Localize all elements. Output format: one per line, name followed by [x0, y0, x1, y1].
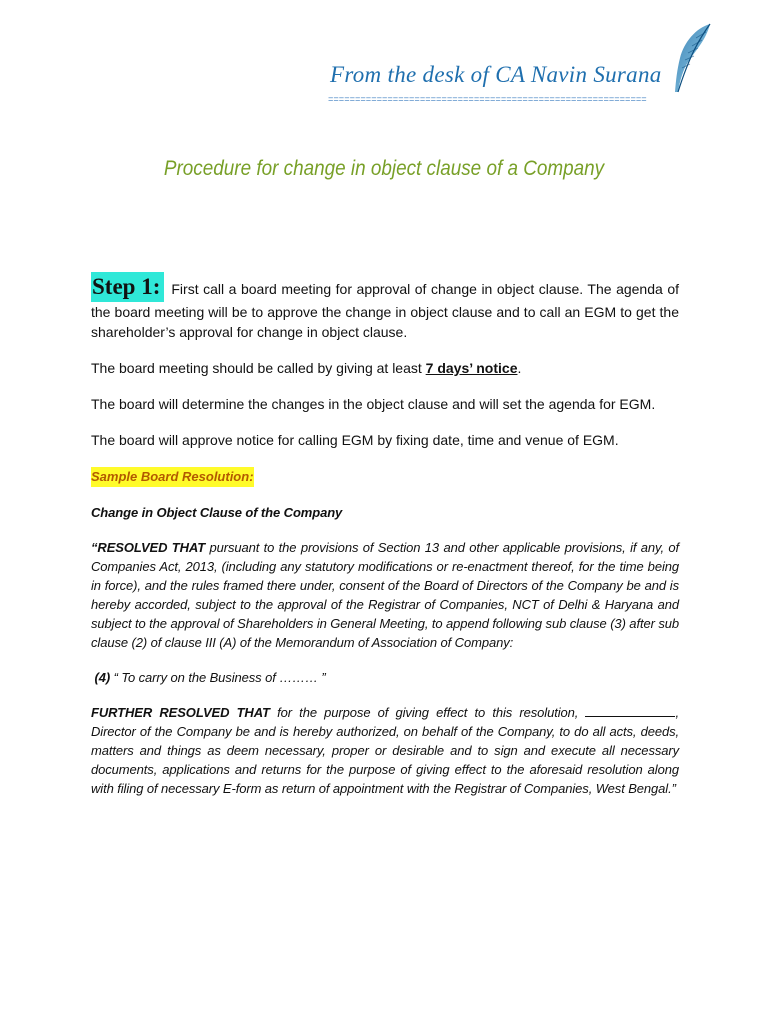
clause-paragraph	[91, 668, 679, 687]
resolution-heading: Change in Object Clause of the Company	[91, 505, 343, 520]
step1-intro-text: First call a board meeting for approval of change in object clause. The agenda of the board meeting will be to approve the change in object clause and to call an EGM to get the shareholder’s approval for change in object clause.	[91, 281, 679, 340]
page-title: Procedure for change in object clause of a Company	[163, 157, 605, 180]
further-text-2: , Director of the Company be and is hereby authorized, on behalf of the Company, to do all acts, deeds, matters and things as deem necessary, proper or desirable and to sign and execute all necessary documents, applications and returns for the purpose of giving effect to the aforesaid resolution along with filing of necessary E-form as return of appointment with the Registrar of Companies, West Bengal.”	[91, 705, 679, 796]
further-text-1: for the purpose of giving effect to this resolution,	[269, 705, 586, 720]
notice-period-end: .	[517, 360, 522, 376]
resolved-text: pursuant to the provisions of Section 13 and other applicable provisions, if any, of Companies Act, 2013, (including any statutory modifications or re-enactment thereof, for the time being in force), and the rules framed there under, consent of the Board of Directors of the Company be and is hereby accorded, subject to the approval of the Registrar of Companies, NCT of Delhi & Haryana and subject to the approval of Shareholders in General Meeting, to append following sub clause (3) after sub clause (2) of clause III (A) of the Memorandum of Association of Company:	[91, 540, 679, 650]
notice-text: The board meeting should be called by giving at least	[91, 360, 426, 376]
further-resolved-paragraph	[91, 703, 679, 798]
letterhead-signature: From the desk of CA Navin Surana	[330, 62, 662, 87]
resolved-keyword: “RESOLVED THAT	[91, 540, 206, 555]
clause-number: (4)	[94, 670, 111, 685]
clause-text: “ To carry on the Business of ……… ”	[110, 670, 326, 685]
notice-paragraph	[91, 358, 679, 378]
step-label: Step 1:	[91, 272, 164, 302]
step1-intro	[91, 272, 679, 342]
further-resolved-keyword: FURTHER RESOLVED THAT	[91, 705, 270, 720]
director-name-blank	[585, 704, 675, 717]
resolved-paragraph	[91, 538, 679, 652]
determine-paragraph: The board will determine the changes in the object clause and will set the agenda for EGM.	[91, 396, 656, 412]
quill-feather-icon	[666, 22, 714, 96]
letterhead	[0, 0, 768, 120]
document-body	[91, 272, 679, 798]
notice-period: 7 days’ notice	[425, 360, 518, 376]
sample-resolution-label: Sample Board Resolution:	[91, 467, 254, 487]
approve-paragraph: The board will approve notice for calling EGM by fixing date, time and venue of EGM.	[91, 432, 619, 448]
letterhead-rule: ===========================================================	[328, 95, 647, 105]
